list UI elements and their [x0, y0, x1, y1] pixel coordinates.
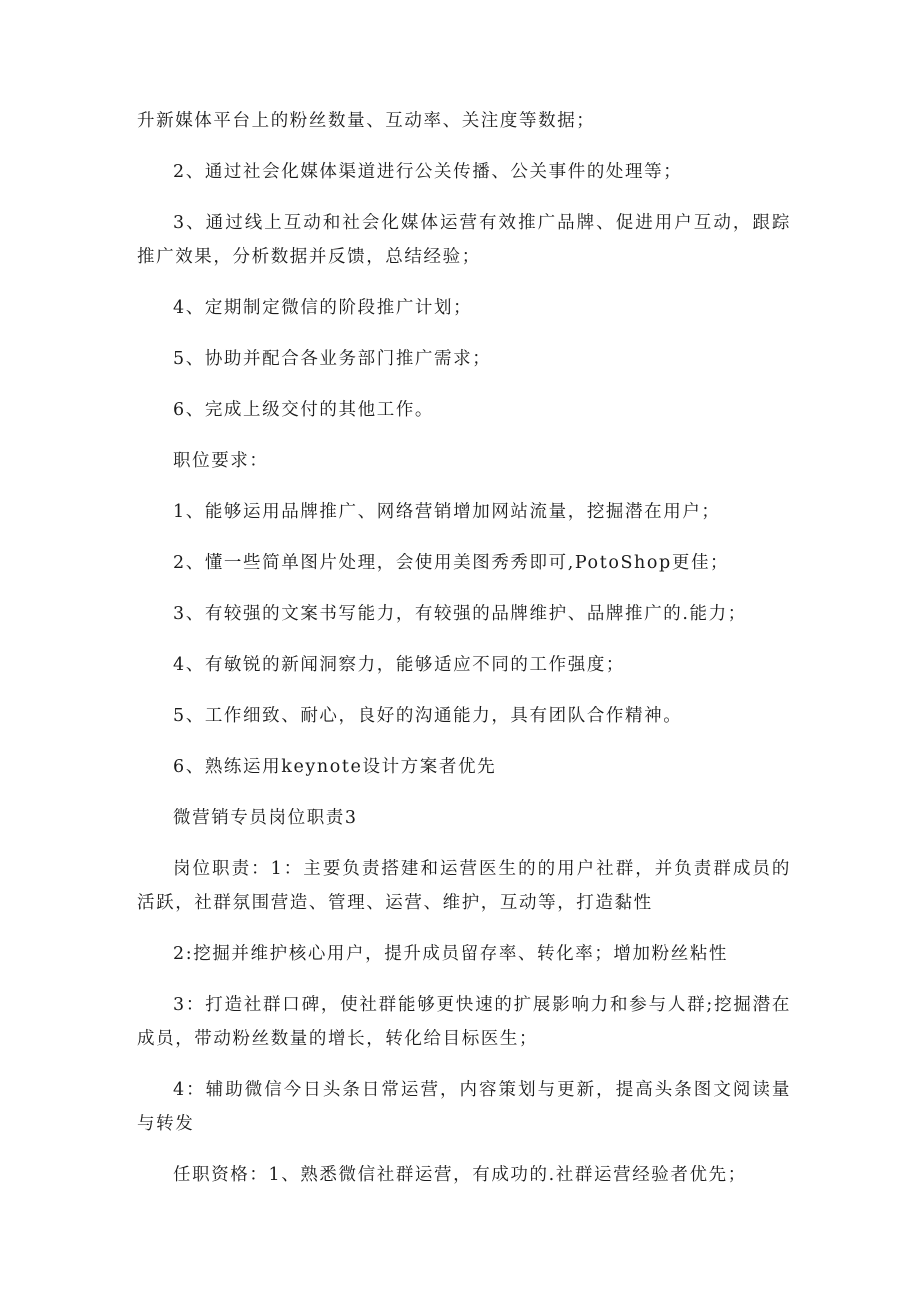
requirement-item-3: 3、有较强的文案书写能力，有较强的品牌维护、品牌推广的.能力； [173, 604, 747, 624]
qualification-item-1: 任职资格：1、熟悉微信社群运营，有成功的.社群运营经验者优先； [173, 1165, 747, 1185]
paragraph-continuation: 升新媒体平台上的粉丝数量、互动率、关注度等数据； [137, 111, 596, 131]
requirement-item-2: 2、懂一些简单图片处理，会使用美图秀秀即可,PotoShop更佳； [173, 553, 730, 573]
section-heading-requirements: 职位要求： [173, 451, 269, 471]
document-body [137, 104, 791, 1209]
requirement-item-1: 1、能够运用品牌推广、网络营销增加网站流量，挖掘潜在用户； [173, 502, 721, 522]
responsibility-item-2: 2:挖掘并维护核心用户，提升成员留存率、转化率；增加粉丝粘性 [173, 944, 729, 964]
responsibility-item-1: 岗位职责：1：主要负责搭建和运营医生的的用户社群，并负责群成员的活跃，社群氛围营造、管理、运营、维护，互动等，打造黏性 [137, 859, 791, 913]
section-title-3: 微营销专员岗位职责3 [173, 808, 358, 828]
duty-item-4: 4、定期制定微信的阶段推广计划； [173, 298, 473, 318]
requirement-item-6: 6、熟练运用keynote设计方案者优先 [173, 757, 497, 777]
responsibility-item-4: 4：辅助微信今日头条日常运营，内容策划与更新，提高头条图文阅读量与转发 [137, 1080, 791, 1134]
responsibility-item-3: 3：打造社群口碑，使社群能够更快速的扩展影响力和参与人群;挖掘潜在成员，带动粉丝数量的增长，转化给目标医生； [137, 995, 791, 1049]
duty-item-6: 6、完成上级交付的其他工作。 [173, 400, 435, 420]
duty-item-3: 3、通过线上互动和社会化媒体运营有效推广品牌、促进用户互动，跟踪推广效果，分析数据并反馈，总结经验； [137, 213, 791, 267]
requirement-item-4: 4、有敏锐的新闻洞察力，能够适应不同的工作强度； [173, 655, 626, 675]
duty-item-2: 2、通过社会化媒体渠道进行公关传播、公关事件的处理等； [173, 162, 683, 182]
duty-item-5: 5、协助并配合各业务部门推广需求； [173, 349, 492, 369]
requirement-item-5: 5、工作细致、耐心，良好的沟通能力，具有团队合作精神。 [173, 706, 683, 726]
